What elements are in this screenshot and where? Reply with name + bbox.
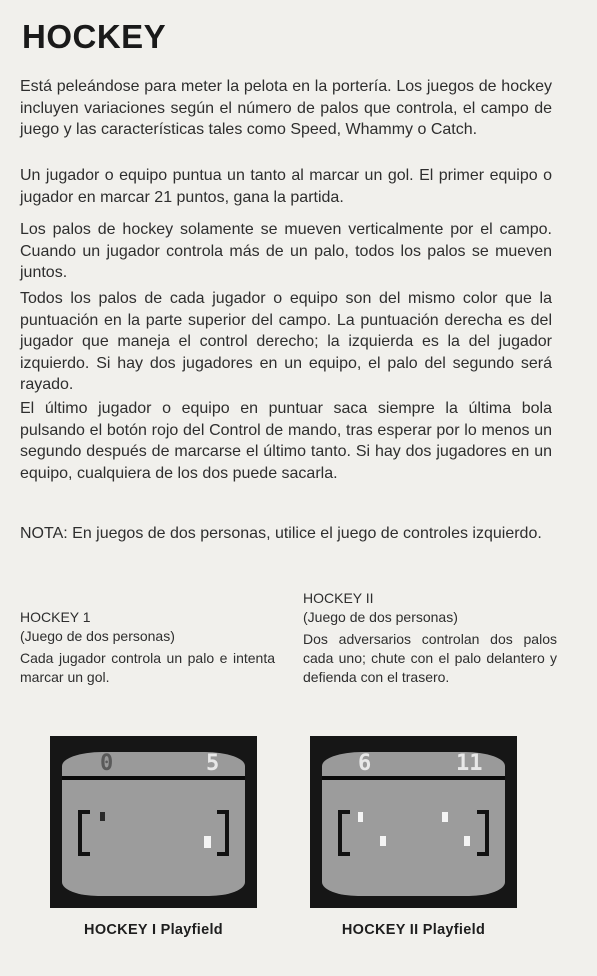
intro-paragraph: Está peleándose para meter la pelota en la portería. Los juegos de hockey incluyen variaciones según el número de palos que controla, el campo de juego y las características tales como Speed, Whammy o Catch.	[20, 78, 552, 138]
scoring-paragraph: Un jugador o equipo puntua un tanto al marcar un gol. El primer equipo o jugador en marcar 21 puntos, gana la partida.	[20, 167, 552, 206]
game-2-name: HOCKEY II	[303, 590, 374, 606]
left-stick	[100, 812, 105, 821]
left-back-stick	[380, 836, 386, 846]
colors-paragraph: Todos los palos de cada jugador o equipo son del mismo color que la puntuación en la parte superior del campo. La puntuación derecha es del jugador que maneja el control derecho; la izquierda es la del jugador izquierdo. Si hay dos jugadores en un equipo, el palo del segundo será rayado.	[20, 290, 552, 393]
score-left: 0	[100, 751, 114, 776]
left-goal	[78, 810, 90, 856]
game-1-name: HOCKEY 1	[20, 609, 91, 625]
serve-paragraph: El último jugador o equipo en puntuar saca siempre la última bola pulsando el botón rojo del Control de mando, tras esperar por lo menos un segundo después de marcarse el último tanto. Si hay dos jugadores en un equipo, cualquiera de los dos puede sacarla.	[20, 400, 552, 482]
right-goal	[477, 810, 489, 856]
note-paragraph: NOTA: En juegos de dos personas, utilice el juego de controles izquierdo.	[20, 525, 542, 542]
left-goal	[338, 810, 350, 856]
rink	[322, 780, 505, 896]
hockey-2-caption: HOCKEY II Playfield	[341, 922, 486, 938]
hockey-2-playfield	[310, 736, 517, 908]
right-front-stick	[442, 812, 448, 822]
hockey-1-playfield	[50, 736, 257, 908]
right-goal	[217, 810, 229, 856]
game-1-subtitle: (Juego de dos personas)	[20, 628, 175, 644]
page-title: HOCKEY	[22, 18, 167, 55]
scoreboard	[322, 752, 505, 776]
rink	[62, 780, 245, 896]
right-stick	[204, 836, 211, 848]
right-back-stick	[464, 836, 470, 846]
score-right: 11	[456, 751, 483, 776]
movement-paragraph: Los palos de hockey solamente se mueven verticalmente por el campo. Cuando un jugador controla más de un palo, todos los palos se mueven juntos.	[20, 221, 552, 281]
left-front-stick	[358, 812, 363, 822]
game-2-block	[303, 589, 557, 687]
score-right: 5	[206, 751, 220, 776]
game-2-description: Dos adversarios controlan dos palos cada uno; chute con el palo delantero y defienda con el trasero.	[303, 631, 557, 685]
game-1-block	[20, 608, 275, 687]
scoreboard	[62, 752, 245, 776]
score-left: 6	[358, 751, 372, 776]
game-1-description: Cada jugador controla un palo e intenta marcar un gol.	[20, 650, 275, 685]
hockey-1-caption: HOCKEY I Playfield	[84, 922, 223, 938]
game-2-subtitle: (Juego de dos personas)	[303, 609, 458, 625]
